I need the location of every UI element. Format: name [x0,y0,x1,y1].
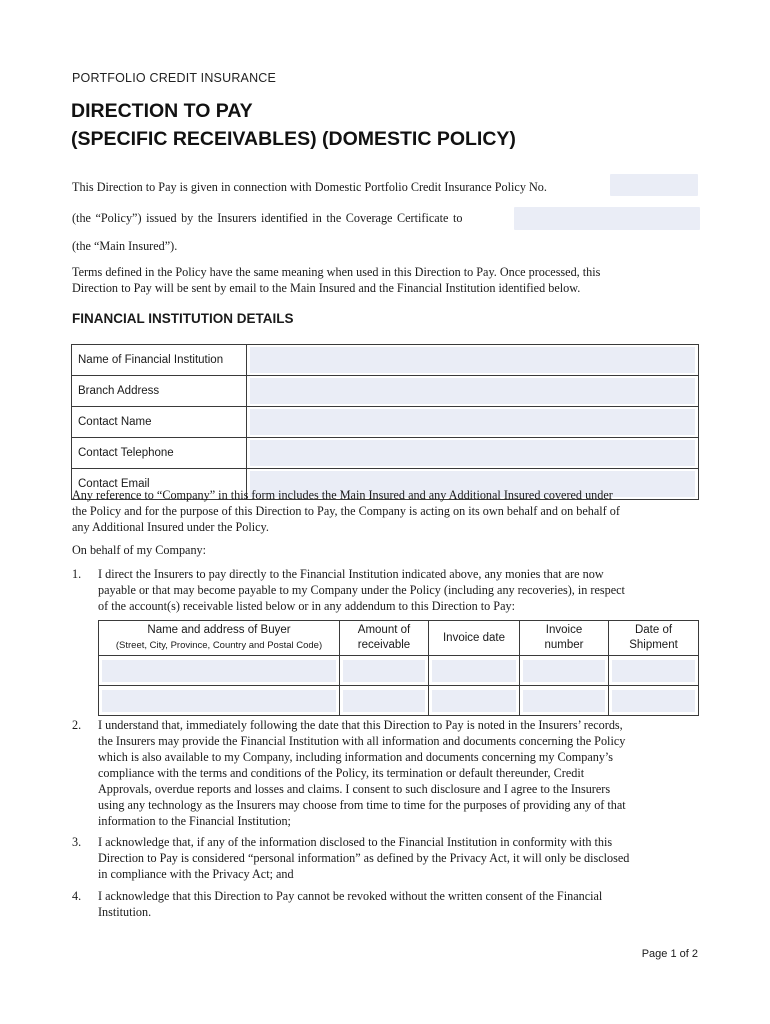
fi-label-contact-name: Contact Name [72,407,247,438]
clause-2-line-6: using any technology as the Insurers may choose from time to time for the purposes of providing any of that [98,798,626,812]
clause-4-line-2: Institution. [98,905,152,919]
terms-paragraph [72,264,700,296]
company-ref-line-2: the Policy and for the purpose of this Direction to Pay, the Company is acting on its own behalf and on behalf of [72,504,620,518]
amount-field[interactable] [343,690,425,712]
col-invoice-number-line-1: Invoice [545,624,583,636]
receivables-header-row [99,621,699,656]
page-number: Page 1 of 2 [641,948,698,960]
intro-main-insured-line: (the “Main Insured”). [72,239,178,253]
clause-1-number: 1. [72,567,82,581]
clause-1-line-3: of the account(s) receivable listed below or in any addendum to this Direction to Pay: [98,599,515,613]
main-insured-input[interactable] [514,207,700,230]
clause-2-line-3: which is also available to my Company, including information and documents concerning my Company’s [98,750,614,764]
buyer-field[interactable] [102,690,336,712]
clause-1-line-1: I direct the Insurers to pay directly to the Financial Institution indicated above, any monies that are now [98,567,604,581]
fi-label-branch: Branch Address [72,376,247,407]
company-ref-line-1: Any reference to “Company” in this form includes the Main Insured and any Additional Insured covered under [72,488,613,502]
clause-4-text [98,888,700,920]
clause-1-line-2: payable or that may become payable to my Company under the Policy (including any recoveries), in respect [98,583,625,597]
fi-label-email: Contact Email [72,469,247,500]
financial-institution-table [71,344,699,500]
col-buyer-subtitle: (Street, City, Province, Country and Postal Code) [115,640,323,651]
clause-3-line-2: Direction to Pay is considered “personal information” as defined by the Privacy Act, it will only be disclosed [98,851,630,865]
col-invoice-number-line-2: number [544,639,584,651]
clause-4-line-1: I acknowledge that this Direction to Pay cannot be revoked without the written consent of the Financial [98,889,603,903]
clause-3-text [98,834,700,882]
table-row [99,656,699,686]
col-buyer-title: Name and address of Buyer [147,624,291,636]
col-shipment-header [609,621,699,656]
invoice-number-field[interactable] [523,660,605,682]
clause-2-line-2: the Insurers may provide the Financial Institution with all information and documents concerning the Policy [98,734,626,748]
fi-name-field[interactable] [250,347,695,373]
clause-2-line-4: compliance with the terms and conditions of the Policy, its termination or default thereunder, Credit [98,766,585,780]
intro-insured-line: (the “Policy”) issued by the Insurers identified in the Coverage Certificate to [72,211,463,225]
policy-number-field[interactable] [610,174,698,196]
fi-label-telephone: Contact Telephone [72,438,247,469]
clause-2-line-5: Approvals, overdue reports and losses and claims. I consent to such disclosure and I agree to the Insurers [98,782,611,796]
company-ref-line-3: any Additional Insured under the Policy. [72,520,269,534]
document-eyebrow: PORTFOLIO CREDIT INSURANCE [72,71,277,85]
invoice-date-field[interactable] [432,660,516,682]
intro-policy-line: This Direction to Pay is given in connection with Domestic Portfolio Credit Insurance Policy No. [72,180,547,194]
document-title [71,97,516,153]
buyer-field[interactable] [102,660,336,682]
financial-institution-heading: FINANCIAL INSTITUTION DETAILS [72,311,294,326]
table-row [72,376,699,407]
main-insured-field[interactable] [514,207,700,230]
col-buyer-header [99,621,340,656]
clause-2-line-1: I understand that, immediately following the date that this Direction to Pay is noted in the Insurers’ records, [98,718,623,732]
clause-3-line-1: I acknowledge that, if any of the information disclosed to the Financial Institution in conformity with this [98,835,613,849]
clause-3-number: 3. [72,835,82,849]
invoice-date-field[interactable] [432,690,516,712]
table-row [72,407,699,438]
fi-branch-field[interactable] [250,378,695,404]
col-shipment-line-1: Date of [634,624,673,636]
clause-4-number: 4. [72,889,82,903]
col-invoice-date-header: Invoice date [429,621,520,656]
shipment-date-field[interactable] [612,660,695,682]
fi-label-name: Name of Financial Institution [72,345,247,376]
policy-number-input[interactable] [610,174,698,196]
receivables-table [98,620,699,716]
clause-1-text [98,566,700,614]
amount-field[interactable] [343,660,425,682]
invoice-number-field[interactable] [523,690,605,712]
on-behalf-line: On behalf of my Company: [72,543,207,557]
company-reference-paragraph [72,487,700,535]
title-line-1: DIRECTION TO PAY [71,100,253,122]
col-shipment-line-2: Shipment [629,639,678,651]
col-amount-line-1: Amount of [357,624,411,636]
title-line-2: (SPECIFIC RECEIVABLES) (DOMESTIC POLICY) [71,128,516,150]
clause-2-number: 2. [72,718,82,732]
col-invoice-number-header [520,621,609,656]
col-amount-line-2: receivable [357,639,411,651]
clause-3-line-3: in compliance with the Privacy Act; and [98,867,294,881]
fi-telephone-field[interactable] [250,440,695,466]
shipment-date-field[interactable] [612,690,695,712]
table-row [99,686,699,716]
terms-line-1: Terms defined in the Policy have the same meaning when used in this Direction to Pay. Once processed, this [72,265,601,279]
clause-2-line-7: information to the Financial Institution; [98,814,291,828]
terms-line-2: Direction to Pay will be sent by email to the Main Insured and the Financial Institution identified below. [72,281,581,295]
table-row [72,438,699,469]
clause-2-text [98,717,700,829]
col-amount-header [340,621,429,656]
fi-contact-name-field[interactable] [250,409,695,435]
table-row [72,345,699,376]
